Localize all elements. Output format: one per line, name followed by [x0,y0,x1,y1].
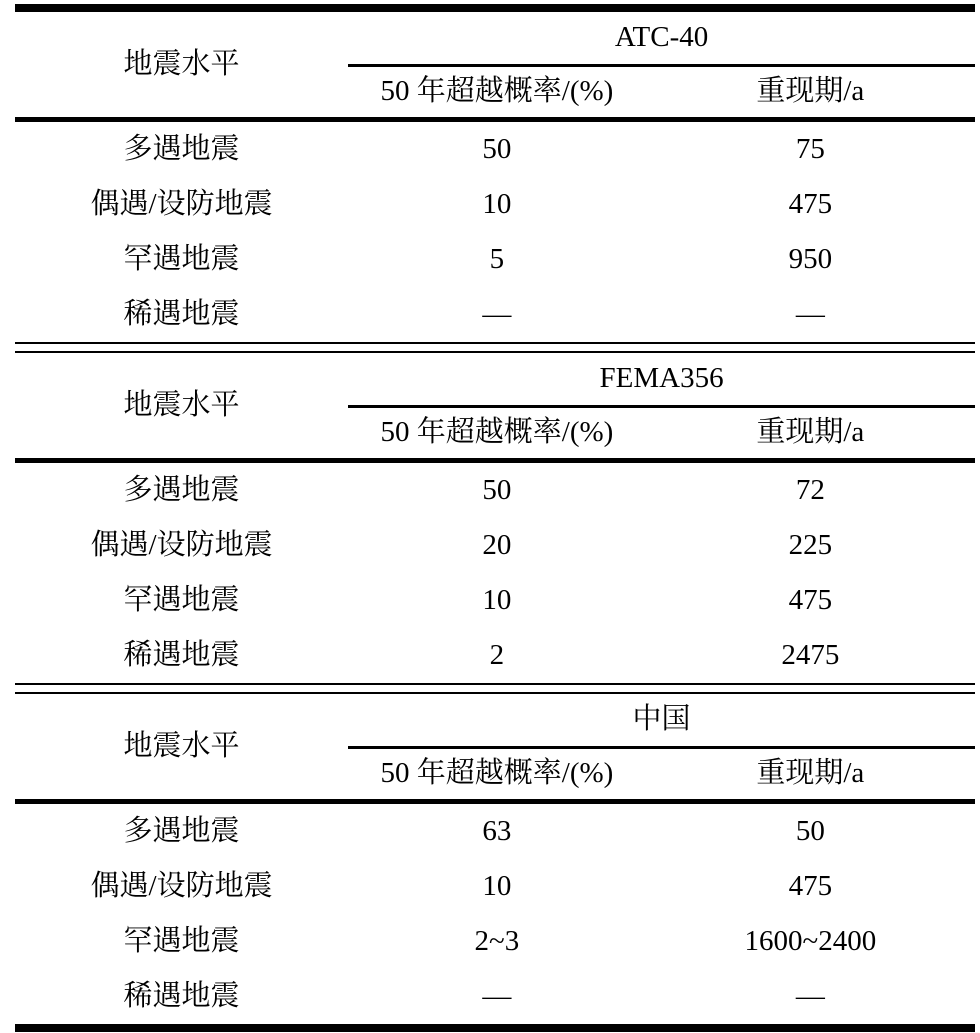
table-row [15,969,975,1024]
level-cell: 稀遇地震 [123,297,240,330]
level-cell: 偶遇/设防地震 [90,187,273,220]
probability-cell: 10 [482,869,512,902]
probability-cell: 2 [489,638,505,671]
table-row [15,461,975,519]
probability-cell: 50 [482,473,512,506]
col-header-probability: 50 年超越概率/(%) [348,66,646,120]
period-cell: 72 [795,473,825,506]
period-cell: — [795,297,825,330]
period-cell: 225 [788,528,833,561]
probability-cell: 50 [482,132,512,165]
col-header-probability: 50 年超越概率/(%) [348,748,646,802]
standard-header-row [15,12,975,66]
double-rule-separator [15,683,975,694]
table-row [15,177,975,232]
period-cell: 475 [788,187,833,220]
table-row [15,518,975,573]
standard-header-row [15,694,975,748]
probability-cell: — [482,979,512,1012]
level-cell: 罕遇地震 [123,924,240,957]
level-cell: 多遇地震 [123,132,240,165]
table-row [15,914,975,969]
table-row [15,628,975,683]
level-cell: 多遇地震 [123,814,240,847]
period-cell: 2475 [781,638,840,671]
col-header-period: 重现期/a [646,407,975,461]
probability-cell: — [482,297,512,330]
table-content-area [15,0,975,1032]
table-row [15,232,975,287]
table-row [15,287,975,342]
level-cell: 罕遇地震 [123,242,240,275]
top-rule [15,4,975,12]
table-row [15,859,975,914]
table-row [15,573,975,628]
level-cell: 稀遇地震 [123,638,240,671]
period-cell: 950 [788,242,833,275]
standard-name-cell: ATC-40 [348,12,975,66]
period-cell: 475 [788,869,833,902]
standard-name-cell: 中国 [348,694,975,748]
probability-cell: 2~3 [474,924,520,957]
table-row [15,120,975,178]
double-rule-separator [15,342,975,353]
period-cell: 1600~2400 [744,924,877,957]
level-cell: 多遇地震 [123,473,240,506]
col-header-probability: 50 年超越概率/(%) [348,407,646,461]
level-column-header: 地震水平 [15,353,348,461]
probability-cell: 5 [489,242,505,275]
table-section-atc40 [15,12,975,342]
probability-cell: 10 [482,583,512,616]
standard-header-row [15,353,975,407]
level-column-header: 地震水平 [15,12,348,120]
standard-name-cell: FEMA356 [348,353,975,407]
table-section-fema356 [15,353,975,683]
probability-cell: 63 [482,814,512,847]
level-cell: 罕遇地震 [123,583,240,616]
bottom-rule [15,1024,975,1032]
period-cell: 475 [788,583,833,616]
period-cell: — [795,979,825,1012]
period-cell: 75 [795,132,825,165]
level-column-header: 地震水平 [15,694,348,802]
period-cell: 50 [795,814,825,847]
table-section-china [15,694,975,1024]
col-header-period: 重现期/a [646,66,975,120]
probability-cell: 10 [482,187,512,220]
level-cell: 偶遇/设防地震 [90,528,273,561]
col-header-period: 重现期/a [646,748,975,802]
table-row [15,802,975,860]
level-cell: 偶遇/设防地震 [90,869,273,902]
level-cell: 稀遇地震 [123,979,240,1012]
probability-cell: 20 [482,528,512,561]
